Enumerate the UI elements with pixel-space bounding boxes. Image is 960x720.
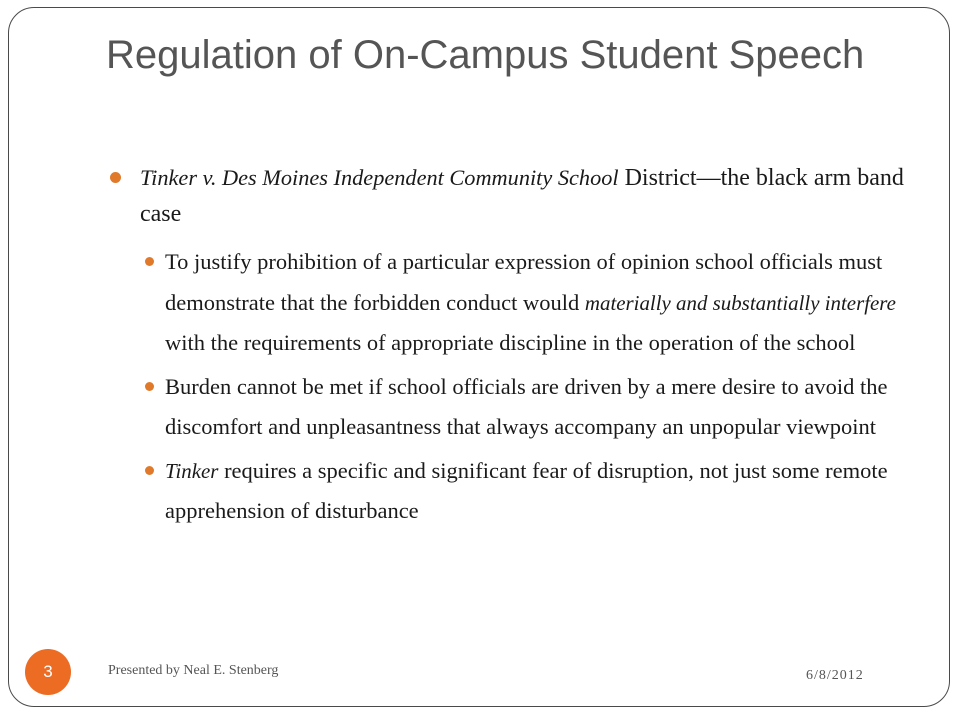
slide-title: Regulation of On-Campus Student Speech: [106, 33, 865, 77]
case-tail: —the black arm band case: [140, 165, 904, 227]
sub-bullet-text: requires a specific and significant fear of disruption, not just some remote apprehension of disturbance: [165, 457, 888, 523]
sub-bullet-text: To justify prohibition of a particular expression of opinion school officials must demonstrate that the forbidden conduct would: [165, 249, 883, 315]
sub-bullet-justify: [165, 242, 908, 364]
date-footer: 6/8/2012: [806, 668, 864, 683]
sub-bullet-burden: [165, 367, 908, 448]
bullet-dot-icon: [145, 382, 154, 391]
bullet-tinker-case: [108, 160, 908, 232]
bullet-dot-icon: [145, 466, 154, 475]
case-name-rest: District: [618, 165, 697, 191]
presenter-footer: Presented by Neal E. Stenberg: [108, 663, 279, 678]
sub-bullet-text: Burden cannot be met if school officials are driven by a mere desire to avoid the discomfort and unpleasantness that always accompany an unpopular viewpoint: [165, 373, 888, 439]
sub-bullet-italic: materially and substantially interfere: [584, 290, 896, 315]
slide-content: [108, 160, 908, 535]
bullet-dot-icon: [110, 172, 121, 183]
sub-bullet-italic: Tinker: [165, 458, 219, 483]
slide-number-badge: 3: [25, 649, 71, 695]
sub-bullet-text: with the requirements of appropriate discipline in the operation of the school: [165, 330, 856, 355]
case-name-italic: Tinker v. Des Moines Independent Community School: [140, 165, 619, 190]
bullet-dot-icon: [145, 257, 154, 266]
sub-bullet-tinker-requires: [165, 451, 908, 532]
